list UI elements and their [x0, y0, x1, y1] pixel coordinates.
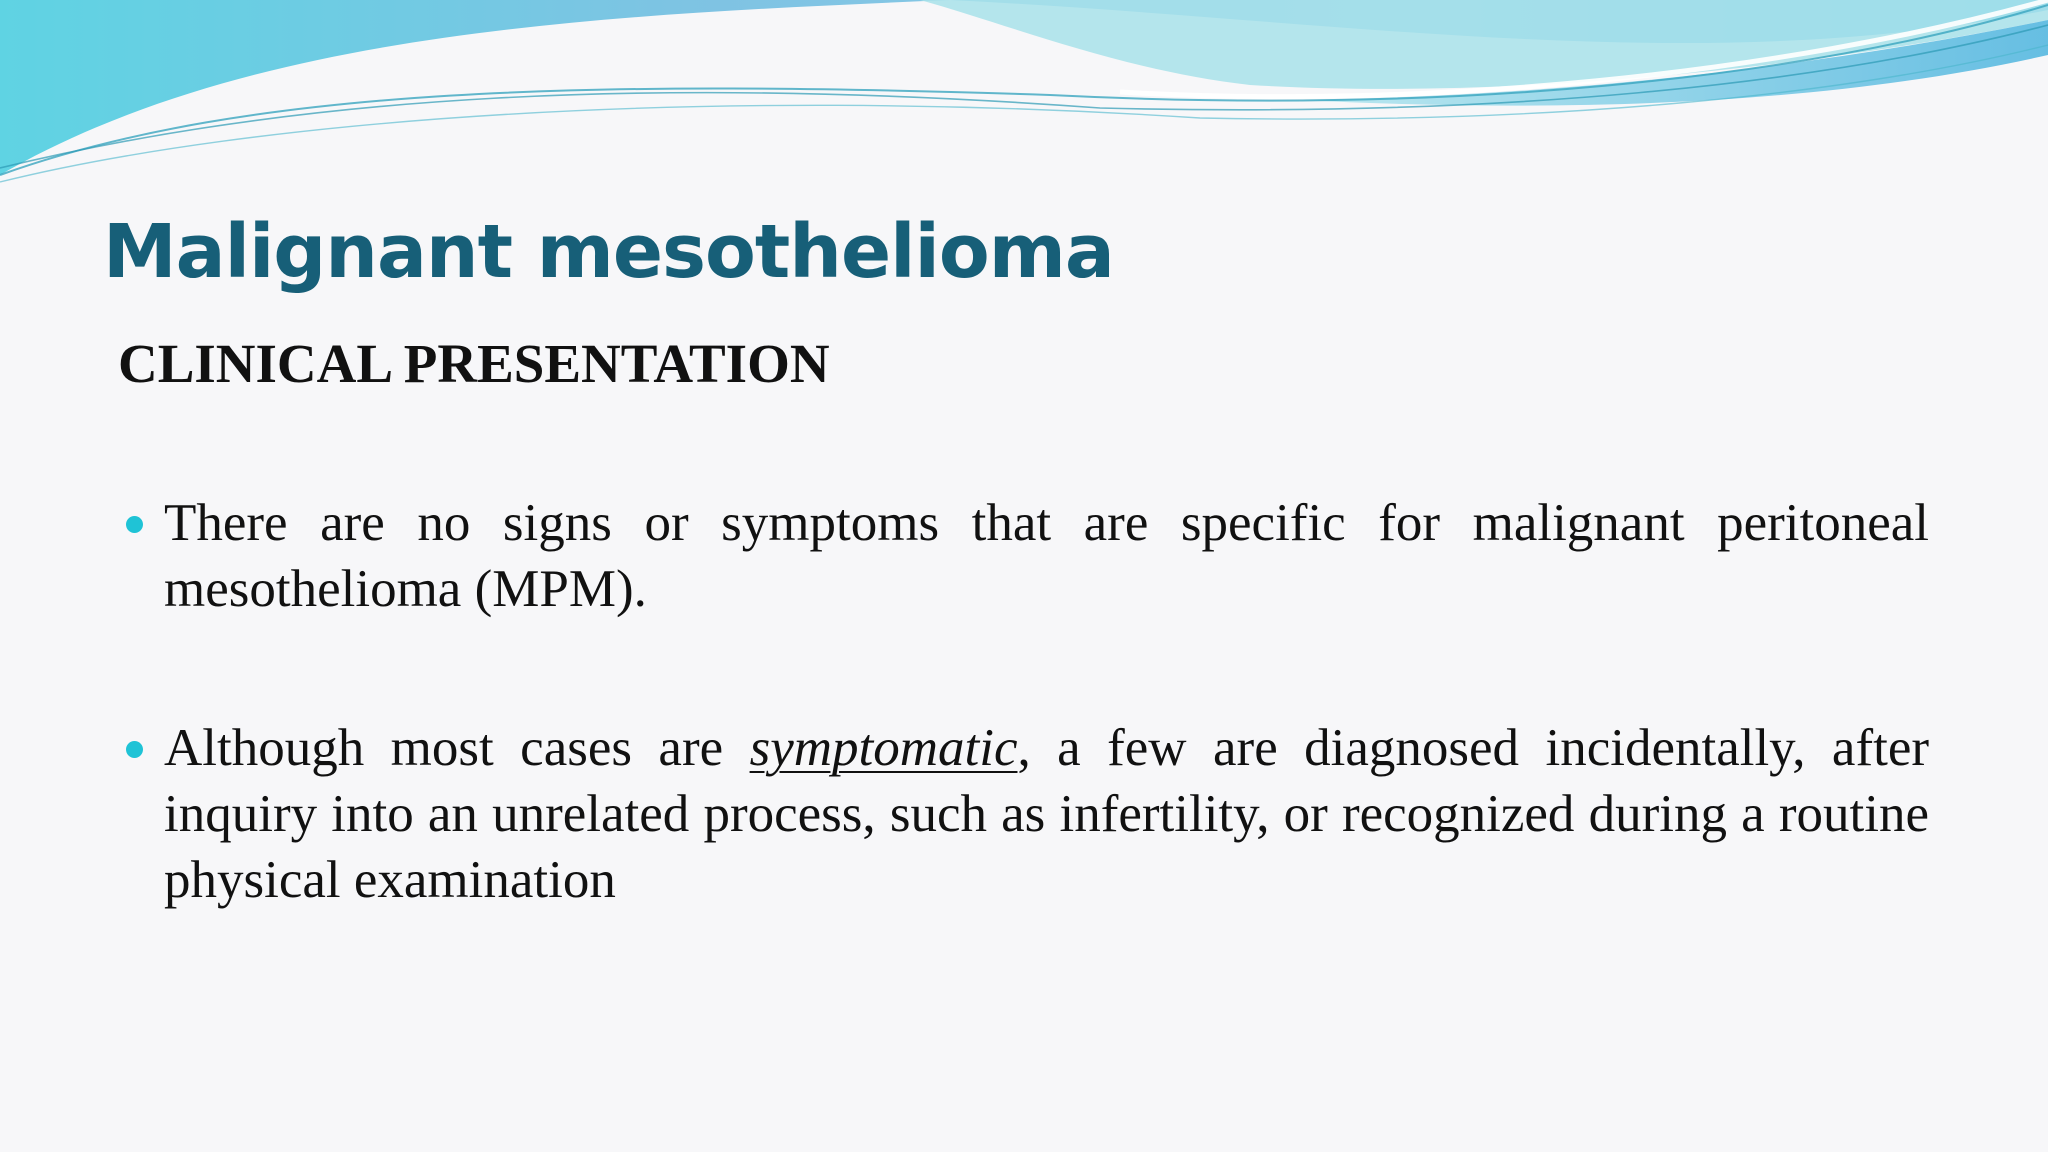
- section-heading: CLINICAL PRESENTATION: [118, 333, 830, 394]
- bullet-text-before: Although most cases are: [164, 719, 750, 777]
- bullet-item: [164, 490, 1929, 622]
- bullet-dot-icon: [126, 741, 143, 758]
- emphasized-term: symptomatic: [749, 719, 1018, 777]
- bullet-list: [0, 490, 2048, 913]
- bullet-dot-icon: [126, 516, 143, 533]
- bullet-item: [164, 715, 1929, 913]
- slide-title: Malignant mesothelioma: [103, 209, 1114, 295]
- decorative-wave-header: [0, 0, 2048, 190]
- bullet-text: There are no signs or symptoms that are specific for malignant peritoneal mesothelioma (MPM).: [164, 494, 1929, 618]
- bullet-text-after: , a few are diagnosed incidentally, after inquiry into an unrelated process, such as infertility, or recognized during a routine physical examination: [164, 719, 1929, 909]
